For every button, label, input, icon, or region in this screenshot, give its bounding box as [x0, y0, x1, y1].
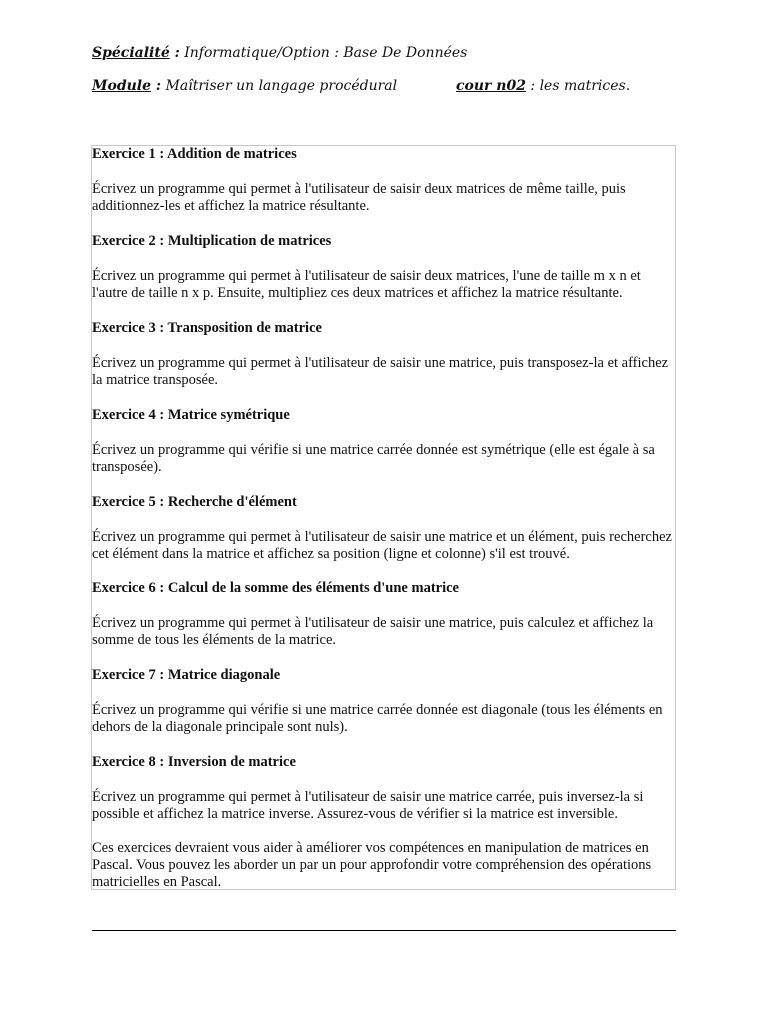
exercise-box — [91, 145, 676, 890]
module-separator: : — [151, 78, 162, 94]
exercise-7 — [92, 667, 677, 736]
footer-divider — [92, 930, 676, 931]
exercise-title: Exercice 8 : Inversion de matrice — [92, 754, 296, 770]
exercise-3 — [92, 320, 677, 389]
specialite-separator: : — [169, 45, 180, 61]
exercise-body: Écrivez un programme qui permet à l'utilisateur de saisir une matrice et un élément, puis recherchez cet élément dans la matrice et affichez sa position (ligne et colonne) s'il est trouvé. — [92, 529, 672, 562]
exercise-body: Écrivez un programme qui permet à l'utilisateur de saisir une matrice, puis transposez-la et affichez la matrice transposée. — [92, 355, 669, 388]
exercise-1 — [92, 146, 677, 215]
exercise-body: Écrivez un programme qui permet à l'utilisateur de saisir une matrice carrée, puis inversez-la si possible et affichez la matrice inverse. Assurez-vous de vérifier si la matrice est inversible. — [92, 789, 644, 822]
module-label: Module — [92, 78, 152, 94]
exercise-5 — [92, 494, 677, 563]
exercise-title: Exercice 2 : Multiplication de matrices — [92, 233, 332, 249]
conclusion-paragraph: Ces exercices devraient vous aider à améliorer vos compétences en manipulation de matrices en Pascal. Vous pouvez les aborder un par un pour approfondir votre compréhension des opérations matricielles en Pascal. — [92, 840, 652, 890]
exercise-6 — [92, 580, 677, 649]
exercise-title: Exercice 4 : Matrice symétrique — [92, 407, 290, 423]
exercise-body: Écrivez un programme qui permet à l'utilisateur de saisir une matrice, puis calculez et affichez la somme de tous les éléments de la matrice. — [92, 615, 654, 648]
exercise-body: Écrivez un programme qui permet à l'utilisateur de saisir deux matrices, l'une de taille m x n et l'autre de taille n x p. Ensuite, multipliez ces deux matrices et affichez la matrice résultante. — [92, 268, 641, 301]
cours-group — [456, 77, 630, 95]
cours-value: : les matrices. — [525, 78, 631, 94]
cours-label: cour n02 — [456, 78, 526, 94]
specialite-label: Spécialité — [92, 45, 170, 61]
exercise-title: Exercice 6 : Calcul de la somme des éléments d'une matrice — [92, 580, 459, 596]
exercise-2 — [92, 233, 677, 302]
specialite-line — [92, 44, 467, 62]
exercise-body: Écrivez un programme qui vérifie si une matrice carrée donnée est diagonale (tous les éléments en dehors de la diagonale principale sont nuls). — [92, 702, 663, 735]
exercise-title: Exercice 5 : Recherche d'élément — [92, 494, 297, 510]
exercise-title: Exercice 1 : Addition de matrices — [92, 146, 297, 162]
exercise-body: Écrivez un programme qui permet à l'utilisateur de saisir deux matrices de même taille, puis additionnez-les et affichez la matrice résultante. — [92, 181, 626, 214]
exercise-4 — [92, 407, 677, 476]
exercise-title: Exercice 3 : Transposition de matrice — [92, 320, 322, 336]
exercise-8 — [92, 754, 677, 823]
exercise-title: Exercice 7 : Matrice diagonale — [92, 667, 281, 683]
module-value: Maîtriser un langage procédural — [161, 78, 398, 94]
exercise-body: Écrivez un programme qui vérifie si une matrice carrée donnée est symétrique (elle est égale à sa transposée). — [92, 442, 655, 475]
specialite-value: Informatique/Option : Base De Données — [179, 45, 468, 61]
module-line — [92, 77, 692, 95]
